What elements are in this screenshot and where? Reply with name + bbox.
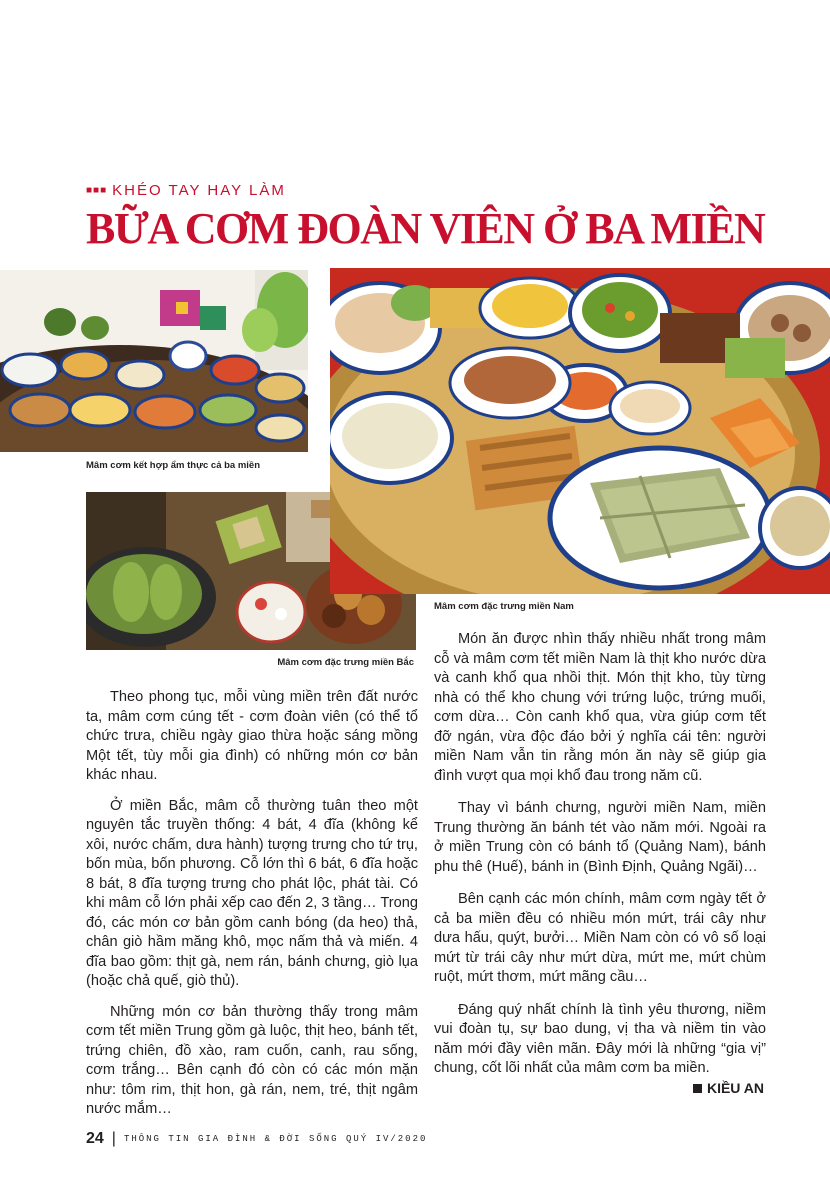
paragraph: Những món cơ bản thường thấy trong mâm cơm tết miền Trung gồm gà luộc, thịt heo, bánh tết, trứng chiên, đồ xào, ram cuốn, canh, rau sống, cơm trắng… Bên cạnh đó còn có các món mặn như: tôm rim, thịt hon, gà rán, nem, tré, thịt ngâm nước mắm… xyxy=(86,1003,418,1117)
page-footer xyxy=(86,1130,427,1148)
photo-caption-northern: Mâm cơm đặc trưng miền Bắc xyxy=(277,657,414,668)
paragraph: Ở miền Bắc, mâm cỗ thường tuân theo một nguyên tắc truyền thống: 4 bát, 4 đĩa (không kể xôi, nước chấm, dưa hành) tượng trưng cho tứ trụ, bốn mùa, bốn phương. Cỗ lớn thì 6 bát, 6 đĩa hoặc 8 bát, 8 đĩa tượng trưng cho phát lộc, phát tài. Có khi mâm cỗ lớn phải xếp cao đến 2, 3 tầng… Trong đó, các món cơ bản gồm canh bóng (da heo) thả, chân giò hầm măng khô, mọc nấm thả và miến. 4 đĩa bao gồm: thịt gà, nem rán, bánh chưng, giò lụa (hoặc chả quế, giò thủ). xyxy=(86,797,418,989)
section-tag xyxy=(86,180,286,200)
article-column-left xyxy=(86,688,418,1131)
section-tag-squares: ■■■ xyxy=(86,184,108,196)
paragraph: Đáng quý nhất chính là tình yêu thương, niềm vui đoàn tụ, sự bao dung, vị tha và niềm tin vào năm mới đầy viên mãn. Đây mới là những “gia vị” chung, cốt lõi nhất của mâm cơm ba miền. xyxy=(434,1001,766,1076)
publication-name: THÔNG TIN GIA ĐÌNH & ĐỜI SỐNG QUÝ IV/2020 xyxy=(123,1134,428,1144)
byline xyxy=(693,1080,764,1096)
footer-separator: | xyxy=(111,1130,116,1147)
article-column-right xyxy=(434,630,766,1092)
photo-caption-southern: Mâm cơm đặc trưng miền Nam xyxy=(434,601,574,612)
author-name: KIỀU AN xyxy=(706,1080,764,1096)
paragraph: Thay vì bánh chưng, người miền Nam, miền Trung thường ăn bánh tét vào năm mới. Ngoài ra ở miền Trung còn có bánh tổ (Quảng Nam), bánh phu thê (Huế), bánh in (Bình Định, Quảng Ngãi)… xyxy=(434,800,766,875)
photo-combined-tray xyxy=(0,270,308,452)
paragraph: Theo phong tục, mỗi vùng miền trên đất nước ta, mâm cơm cúng tết - cơm đoàn viên (có thể tổ chức trưa, chiều ngày giao thừa hoặc sáng mồng Một tết, tùy mỗi gia đình) có những món cơ bản khác nhau. xyxy=(86,689,418,783)
page-number: 24 xyxy=(86,1130,104,1147)
section-label: KHÉO TAY HAY LÀM xyxy=(112,181,286,199)
byline-square-icon xyxy=(693,1084,702,1093)
article-title: BỮA CƠM ĐOÀN VIÊN Ở BA MIỀN xyxy=(86,204,765,253)
photo-southern-tray xyxy=(330,268,830,594)
paragraph: Bên cạnh các món chính, mâm cơm ngày tết ở cả ba miền đều có nhiều món mứt, trái cây như dưa hấu, quýt, bưởi… Miền Nam còn có vô số loại mứt từ trái cây như mứt dừa, mứt me, mứt chùm ruột, mứt thơm, mứt mãng cầu… xyxy=(434,891,766,985)
paragraph: Món ăn được nhìn thấy nhiều nhất trong mâm cỗ và mâm cơm tết miền Nam là thịt kho nước dừa và canh khổ qua nhồi thịt. Món thịt kho, tùy từng nhà có thể kho chung với trứng luộc, trứng muối, cơm dừa… Còn canh khổ qua, vừa giúp cơm tết đỡ ngán, vừa độc đáo bởi ý nghĩa cái tên: người miền Nam vẫn tin rằng món ăn này sẽ giúp gia đình vượt qua mọi khổ đau trong năm cũ. xyxy=(434,631,766,784)
photo-caption-combined: Mâm cơm kết hợp ẩm thực cả ba miền xyxy=(86,460,261,471)
